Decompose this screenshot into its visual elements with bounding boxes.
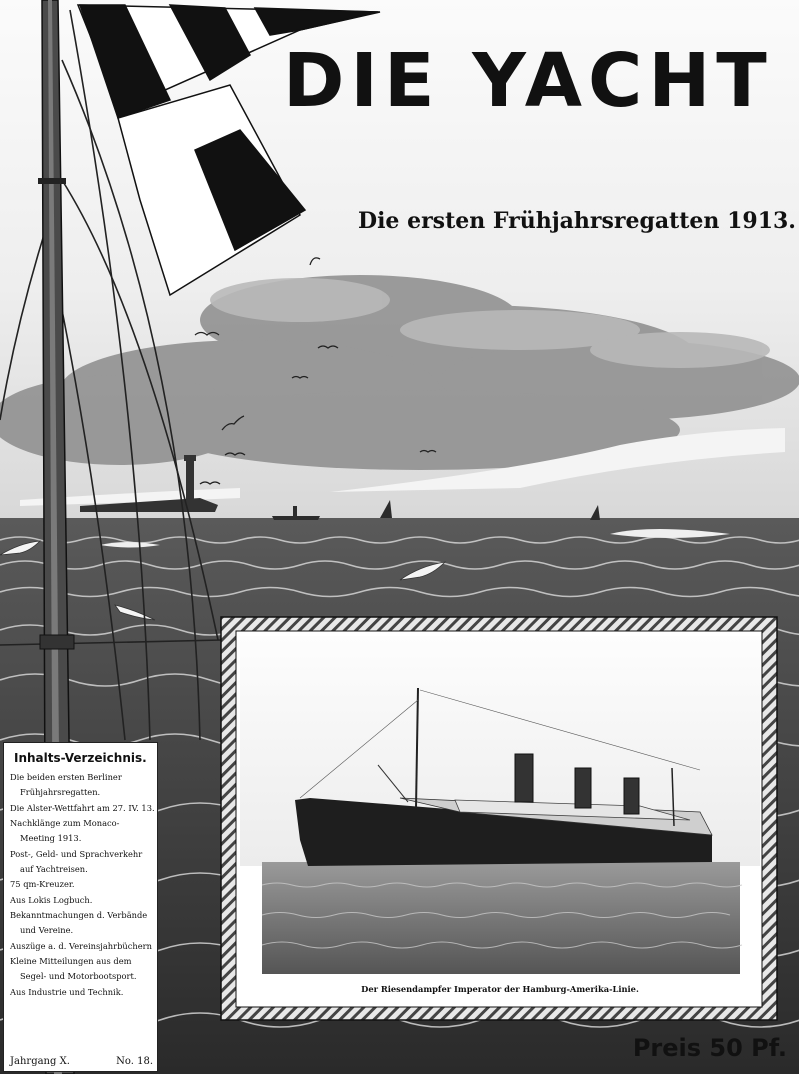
cover-subtitle: Die ersten Frühjahrsregatten 1913. [358,208,796,234]
toc-item: Die beiden ersten Berliner [10,772,122,782]
price-label: Preis 50 Pf. [632,1034,787,1062]
toc-title: Inhalts-Verzeichnis. [14,751,147,765]
toc-item: Auszüge a. d. Vereinsjahrbüchern [10,940,152,951]
photo-frame [221,617,777,1020]
issue-info [10,1056,153,1067]
funnel-1 [515,754,533,802]
toc-item: Segel- und Motorbootsport. [20,971,137,982]
photo-caption: Der Riesendampfer Imperator der Hamburg-Amerika-Linie. [361,984,639,994]
masthead-title: DIE YACHT [283,38,773,124]
toc-item: und Vereine. [20,925,74,936]
toc-item: Aus Lokis Logbuch. [10,894,93,905]
toc-item: Post-, Geld- und Sprachverkehr [10,848,143,859]
toc-item: Frühjahrsregatten. [20,787,101,798]
volume-label: Jahrgang X. [10,1056,70,1067]
funnel-2 [575,768,591,808]
toc-item: Nachklänge zum Monaco- [10,818,120,829]
issue-number: No. 18. [116,1056,153,1067]
toc-item: auf Yachtreisen. [20,864,88,875]
toc-item: Kleine Mitteilungen aus dem [10,956,132,967]
toc-item: Aus Industrie und Technik. [10,986,124,997]
toc-list [10,770,153,1000]
toc-item: Bekanntmachungen d. Verbände [10,910,148,921]
toc-item: Meeting 1913. [20,833,82,844]
table-of-contents [3,742,158,1072]
toc-item: Die Alster-Wettfahrt am 27. IV. 13. [10,802,155,813]
toc-item: 75 qm-Kreuzer. [10,879,75,890]
photo-sea [262,862,740,974]
funnel-3 [624,778,639,814]
